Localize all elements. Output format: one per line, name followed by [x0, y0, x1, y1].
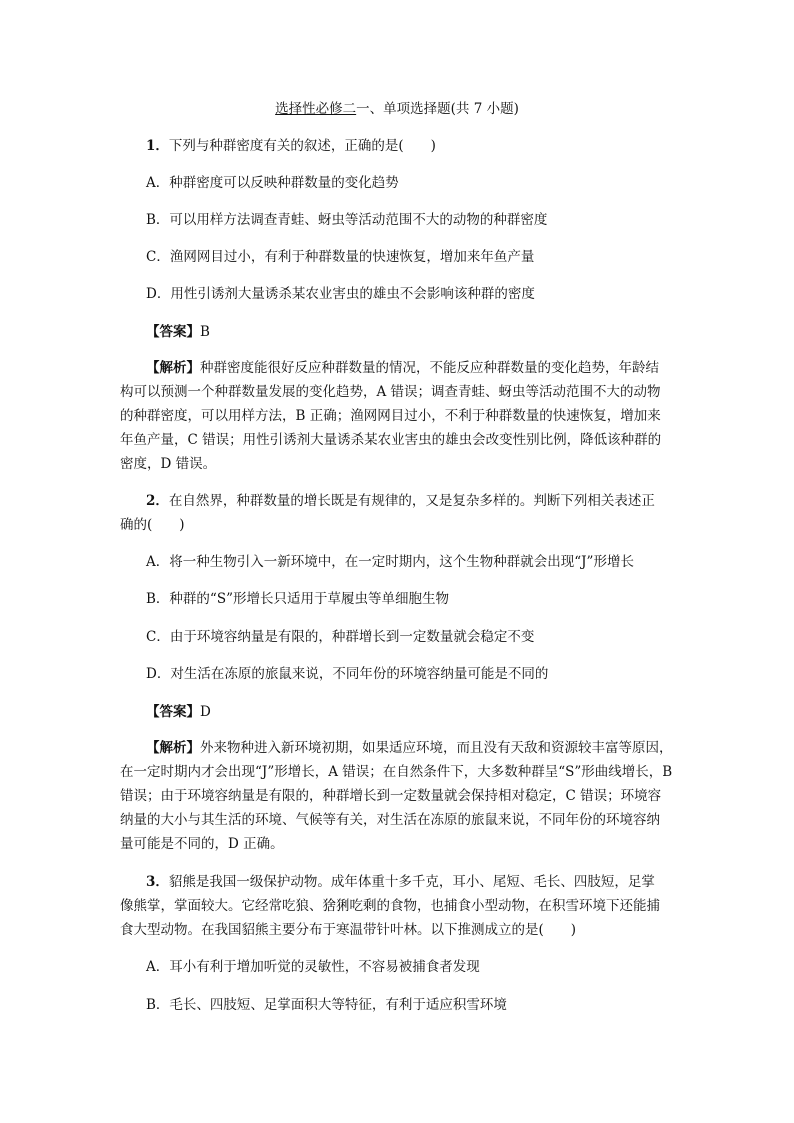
- q1-option-d: D．用性引诱剂大量诱杀某农业害虫的雄虫不会影响该种群的密度: [146, 286, 535, 302]
- q2-option-b: B．种群的“S”形增长只适用于草履虫等单细胞生物: [146, 591, 449, 607]
- q2-analysis-line-5: 量可能是不同的，D 正确。: [120, 836, 284, 852]
- q2-option-c: C．由于环境容纳量是有限的，种群增长到一定数量就会稳定不变: [146, 629, 535, 645]
- q2-analysis-line-1: [146, 738, 673, 758]
- q2-analysis-text-1: 外来物种进入新环境初期，如果适应环境，而且没有天敌和资源较丰富等原因，: [200, 740, 673, 756]
- q2-answer-label: 【答案】: [146, 704, 200, 720]
- q1-option-b: B．可以用样方法调查青蛙、蚜虫等活动范围不大的动物的种群密度: [146, 212, 548, 228]
- q2-answer-value: D: [200, 704, 211, 720]
- q2-option-a: A．将一种生物引入一新环境中，在一定时期内，这个生物种群就会出现“J”形增长: [146, 554, 634, 570]
- q1-stem-text: 下列与种群密度有关的叙述，正确的是( ): [168, 138, 436, 154]
- q3-option-b: B．毛长、四肢短、足掌面积大等特征，有利于适应积雪环境: [146, 997, 507, 1013]
- q2-stem-line-2: 确的( ): [120, 517, 185, 533]
- q1-answer: [146, 322, 210, 342]
- q2-stem-line-1: [146, 491, 655, 511]
- q1-analysis-line-5: 密度，D 错误。: [120, 456, 217, 472]
- q3-stem-line-1: [146, 872, 655, 892]
- q3-stem-line-3: 食大型动物。在我国貂熊主要分布于寒温带针叶林。以下推测成立的是( ): [120, 922, 577, 938]
- q2-option-d: D．对生活在冻原的旅鼠来说，不同年份的环境容纳量可能是不同的: [146, 666, 549, 682]
- q1-analysis-label: 【解析】: [146, 360, 200, 376]
- q2-stem-text-1: 在自然界，种群数量的增长既是有规律的，又是复杂多样的。判断下列相关表述正: [168, 493, 655, 509]
- q3-number: 3．: [146, 874, 169, 890]
- q1-option-a: A．种群密度可以反映种群数量的变化趋势: [146, 175, 399, 191]
- q1-answer-value: B: [200, 324, 210, 340]
- title-highlight: 选择性必修二: [275, 101, 357, 117]
- q1-stem: [146, 136, 436, 156]
- q2-answer: [146, 702, 211, 722]
- q3-stem-line-2: 像熊掌，掌面较大。它经常吃狼、猞猁吃剩的食物，也捕食小型动物，在积雪环境下还能捕: [120, 898, 660, 914]
- q2-analysis-label: 【解析】: [146, 740, 200, 756]
- q1-analysis-text-1: 种群密度能很好反应种群数量的情况，不能反应种群数量的变化趋势，年龄结: [200, 360, 659, 376]
- q1-analysis-line-2: 构可以预测一个种群数量发展的变化趋势，A 错误；调查青蛙、蚜虫等活动范围不大的动物: [120, 384, 661, 400]
- q2-analysis-line-4: 纳量的大小与其生活的环境、气候等有关，对生活在冻原的旅鼠来说，不同年份的环境容纳: [120, 812, 660, 828]
- q1-option-c: C．渔网网目过小，有利于种群数量的快速恢复，增加来年鱼产量: [146, 249, 535, 265]
- q1-analysis-line-4: 年鱼产量，C 错误；用性引诱剂大量诱杀某农业害虫的雄虫会改变性别比例，降低该种群的: [120, 432, 662, 448]
- q1-answer-label: 【答案】: [146, 324, 200, 340]
- q1-number: 1．: [146, 138, 169, 154]
- q3-stem-text-1: 貂熊是我国一级保护动物。成年体重十多千克，耳小、尾短、毛长、四肢短，足掌: [168, 874, 655, 890]
- q2-analysis-line-3: 错误；由于环境容纳量是有限的，种群增长到一定数量就会保持相对稳定，C 错误；环境容: [120, 788, 662, 804]
- title-rest: 一、单项选择题(共 7 小题): [356, 101, 519, 117]
- q2-number: 2．: [146, 493, 169, 509]
- q1-analysis-line-3: 的种群密度，可以用样方法，B 正确；渔网网目过小，不利于种群数量的快速恢复，增加来: [120, 408, 661, 424]
- q1-analysis-line-1: [146, 358, 659, 378]
- q3-option-a: A．耳小有利于增加听觉的灵敏性，不容易被捕食者发现: [146, 959, 480, 975]
- q2-analysis-line-2: 在一定时期内才会出现“J”形增长，A 错误；在自然条件下，大多数种群呈“S”形曲线增长，B: [120, 764, 673, 780]
- page-title: [0, 99, 794, 119]
